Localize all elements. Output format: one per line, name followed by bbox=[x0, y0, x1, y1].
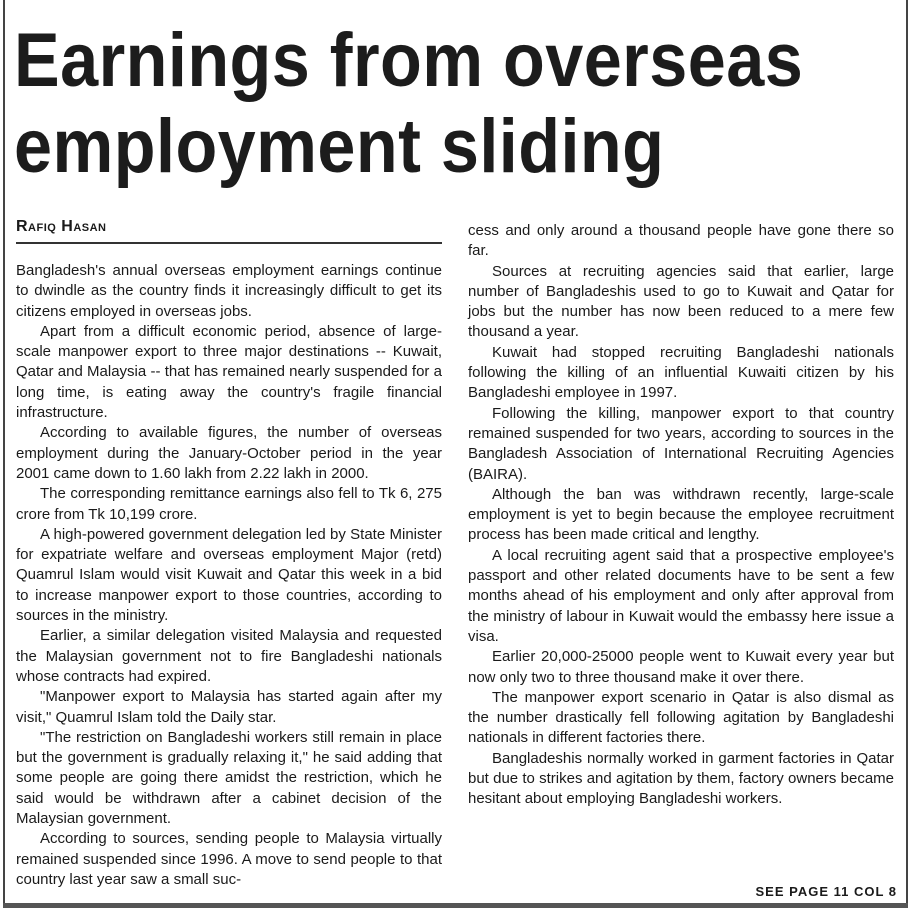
paragraph: The corresponding remittance earnings also fell to Tk 6, 275 crore from Tk 10,199 crore. bbox=[16, 485, 442, 523]
paragraph: "The restriction on Bangladeshi workers still remain in place but the government is gradually relaxing it," he said adding that some people are going there amidst the restriction, which he said would be withdrawn after a cabinet decision of the Malaysian government. bbox=[16, 728, 442, 828]
paragraph: A local recruiting agent said that a prospective employee's passport and other related documents have to be sent a few months ahead of his employment and only after approval from the ministry of labour in Kuwait would the embassy here issue a visa. bbox=[468, 546, 894, 645]
bottom-rule bbox=[3, 903, 908, 908]
paragraph: Sources at recruiting agencies said that earlier, large number of Bangladeshis used to go to Kuwait and Qatar for jobs but the number has now been reduced to a mere few thousand a year. bbox=[468, 262, 894, 341]
jump-line: SEE PAGE 11 COL 8 bbox=[755, 884, 897, 899]
paragraph: Earlier, a similar delegation visited Malaysia and requested the Malaysian government not to fire Bangladeshi nationals whose contracts had expired. bbox=[16, 627, 442, 685]
paragraph-continuation: cess and only around a thousand people have gone there so far. bbox=[468, 222, 894, 260]
paragraph: Bangladesh's annual overseas employment earnings continue to dwindle as the country finds it increasingly difficult to get its citizens employed in overseas jobs. bbox=[16, 262, 442, 320]
paragraph: Earlier 20,000-25000 people went to Kuwait every year but now only two to three thousand make it over there. bbox=[468, 648, 894, 686]
article-column-2 bbox=[468, 221, 894, 810]
paragraph: According to sources, sending people to Malaysia virtually remained suspended since 1996. A move to send people to that country last year saw a small suc- bbox=[16, 830, 442, 888]
paragraph: Apart from a difficult economic period, absence of large-scale manpower export to three major destinations -- Kuwait, Qatar and Malaysia -- that has remained nearly suspended for a long time, is eating away the country's fragile financial infrastructure. bbox=[16, 322, 442, 422]
paragraph: Following the killing, manpower export to that country remained suspended for two years, according to sources in the Bangladesh Association of International Recruiting Agencies (BAIRA). bbox=[468, 404, 894, 483]
paragraph: A high-powered government delegation led by State Minister for expatriate welfare and overseas employment Major (retd) Quamrul Islam would visit Kuwait and Qatar this week in a bid to increase manpower export to those countries, according to sources in the ministry. bbox=[16, 525, 442, 625]
paragraph: The manpower export scenario in Qatar is also dismal as the number drastically fell following agitation by Bangladeshi nationals in different factories there. bbox=[468, 688, 894, 747]
paragraph: "Manpower export to Malaysia has started again after my visit," Quamrul Islam told the Daily star. bbox=[16, 688, 442, 726]
headline: Earnings from overseas employment sliding bbox=[14, 18, 804, 189]
paragraph: According to available figures, the number of overseas employment during the January-October period in the year 2001 came down to 1.60 lakh from 2.22 lakh in 2000. bbox=[16, 424, 442, 482]
byline bbox=[16, 218, 442, 244]
left-column-rule bbox=[3, 0, 5, 905]
right-column-rule bbox=[906, 0, 908, 905]
paragraph: Bangladeshis normally worked in garment factories in Qatar but due to strikes and agitation by them, factory owners became hesitant about employing Bangladeshi workers. bbox=[468, 749, 894, 808]
paragraph: Although the ban was withdrawn recently, large-scale employment is yet to begin because the employee recruitment process has been made critical and lengthy. bbox=[468, 485, 894, 544]
paragraph: Kuwait had stopped recruiting Bangladeshi nationals following the killing of an influential Kuwaiti citizen by his Bangladeshi employee in 1997. bbox=[468, 343, 894, 402]
byline-author: Rafiq Hasan bbox=[16, 218, 107, 235]
article-column-1 bbox=[16, 261, 442, 890]
